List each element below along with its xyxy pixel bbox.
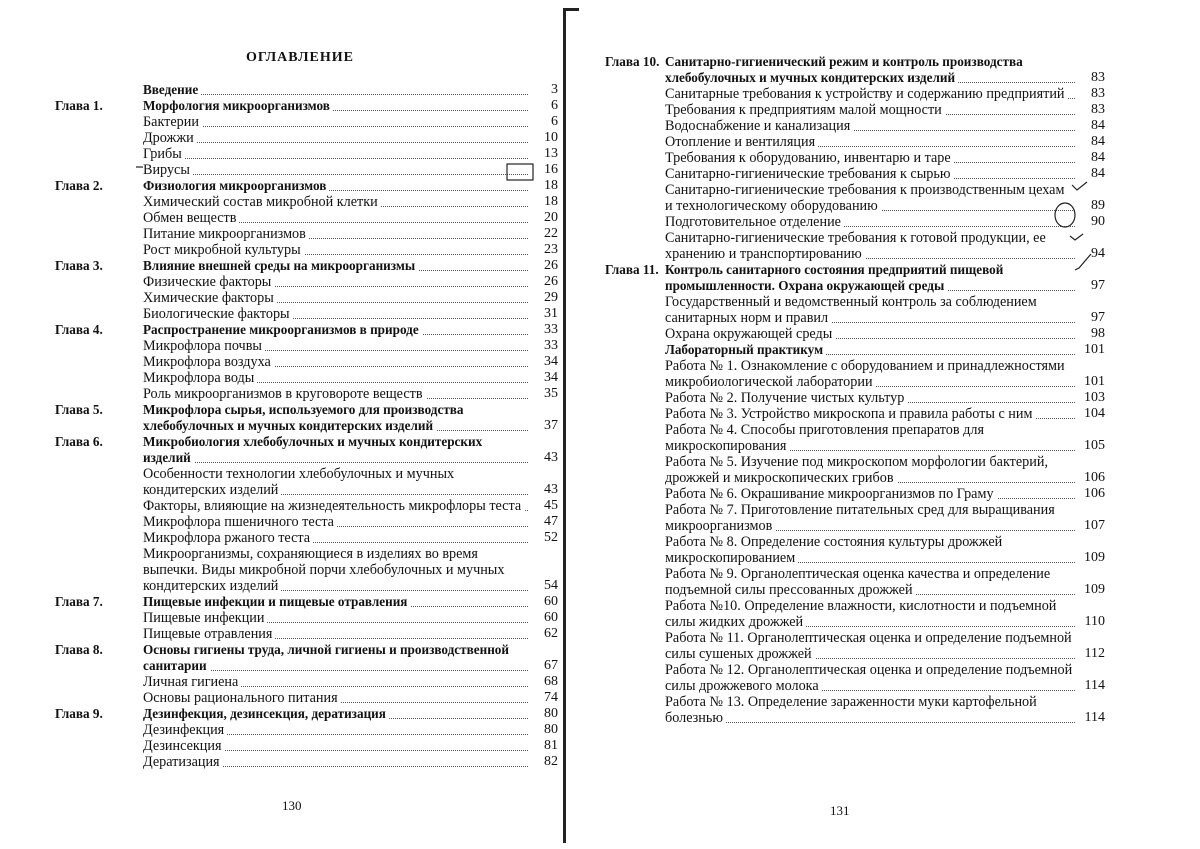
page-number: 33 xyxy=(530,322,558,338)
page-number: 18 xyxy=(530,194,558,210)
page-number: 82 xyxy=(530,754,558,770)
entry-title: Вирусы xyxy=(143,162,193,178)
toc-entry xyxy=(55,146,545,162)
toc-entry xyxy=(605,534,1075,566)
page-number: 80 xyxy=(530,722,558,738)
entry-title: Лабораторный практикум xyxy=(665,342,826,357)
entry-title: Отопление и вентиляция xyxy=(665,134,818,150)
left-page-number: 130 xyxy=(282,798,302,814)
page-number: 80 xyxy=(530,706,558,722)
entry-title: Дератизация xyxy=(143,754,223,770)
page-number: 94 xyxy=(1077,246,1105,262)
page-number: 109 xyxy=(1077,582,1105,598)
page-number: 60 xyxy=(530,610,558,626)
entry-title: Работа № 6. Окрашивание микроорганизмов по Граму xyxy=(665,486,997,502)
entry-title: Питание микроорганизмов xyxy=(143,226,309,242)
left-toc-list xyxy=(55,82,545,770)
toc-entry xyxy=(55,706,545,722)
page-number: 101 xyxy=(1077,342,1105,358)
entry-title: Контроль санитарного состояния предприятий пищевой промышленности. Охрана окружающей среды xyxy=(665,262,1003,293)
toc-entry xyxy=(605,134,1075,150)
toc-entry xyxy=(55,306,545,322)
entry-title: Охрана окружающей среды xyxy=(665,326,835,342)
page-number: 106 xyxy=(1077,486,1105,502)
toc-entry xyxy=(55,274,545,290)
toc-entry xyxy=(55,258,545,274)
entry-title: Пищевые инфекции и пищевые отравления xyxy=(143,594,410,609)
page-number: 68 xyxy=(530,674,558,690)
chapter-label: Глава 3. xyxy=(55,258,103,274)
toc-entry xyxy=(55,162,545,178)
toc-entry xyxy=(55,178,545,194)
page-number: 101 xyxy=(1077,374,1105,390)
toc-entry xyxy=(55,290,545,306)
entry-title: Санитарно-гигиенические требования к готовой продукции, ее хранению и транспортированию xyxy=(665,230,1046,262)
entry-title: Бактерии xyxy=(143,114,202,130)
chapter-label: Глава 6. xyxy=(55,434,103,450)
entry-title: Физиология микроорганизмов xyxy=(143,178,329,193)
page-number: 84 xyxy=(1077,134,1105,150)
page-number: 13 xyxy=(530,146,558,162)
dot-leader xyxy=(143,461,528,463)
dot-leader xyxy=(143,173,528,175)
page-number: 97 xyxy=(1077,278,1105,294)
toc-entry xyxy=(605,230,1075,262)
binding-line xyxy=(563,8,566,843)
page-number: 52 xyxy=(530,530,558,546)
page-number: 43 xyxy=(530,450,558,466)
toc-entry xyxy=(605,294,1075,326)
page-number: 6 xyxy=(530,98,558,114)
page-number: 84 xyxy=(1077,166,1105,182)
page-number: 34 xyxy=(530,370,558,386)
page-number: 110 xyxy=(1077,614,1105,630)
toc-entry xyxy=(605,54,1075,86)
page-number: 89 xyxy=(1077,198,1105,214)
toc-entry xyxy=(605,166,1075,182)
entry-title: Биологические факторы xyxy=(143,306,293,322)
page-number: 114 xyxy=(1077,678,1105,694)
toc-entry xyxy=(55,98,545,114)
page-number: 16 xyxy=(530,162,558,178)
entry-title: Основы рационального питания xyxy=(143,690,341,706)
entry-title: Работа № 1. Ознакомление с оборудованием и принадлежностями микробиологической лаборатории xyxy=(665,358,1065,390)
chapter-label: Глава 5. xyxy=(55,402,103,418)
entry-title: Дезинфекция, дезинсекция, дератизация xyxy=(143,706,389,721)
toc-entry xyxy=(55,370,545,386)
entry-title: Санитарно-гигиенический режим и контроль производства хлебобулочных и мучных кондитерских изделий xyxy=(665,54,1023,85)
page-number: 104 xyxy=(1077,406,1105,422)
page-number: 22 xyxy=(530,226,558,242)
page-number: 54 xyxy=(530,578,558,594)
page-number: 109 xyxy=(1077,550,1105,566)
page-number: 31 xyxy=(530,306,558,322)
page-number: 35 xyxy=(530,386,558,402)
page-number: 10 xyxy=(530,130,558,146)
entry-title: Особенности технологии хлебобулочных и мучных кондитерских изделий xyxy=(143,466,454,498)
entry-title: Работа № 13. Определение зараженности муки картофельной болезнью xyxy=(665,694,1037,726)
toc-entry xyxy=(605,502,1075,534)
dot-leader xyxy=(665,721,1075,723)
entry-title: Пищевые отравления xyxy=(143,626,275,642)
toc-entry xyxy=(55,594,545,610)
page-number: 83 xyxy=(1077,70,1105,86)
page-number: 37 xyxy=(530,418,558,434)
toc-entry xyxy=(55,674,545,690)
entry-title: Микрофлора ржаного теста xyxy=(143,530,313,546)
toc-entry xyxy=(55,82,545,98)
toc-entry xyxy=(605,422,1075,454)
page-number: 29 xyxy=(530,290,558,306)
page-number: 47 xyxy=(530,514,558,530)
page-number: 103 xyxy=(1077,390,1105,406)
page-number: 26 xyxy=(530,274,558,290)
page-number: 84 xyxy=(1077,150,1105,166)
toc-entry xyxy=(55,338,545,354)
entry-title: Микрофлора сырья, используемого для производства хлебобулочных и мучных кондитерских изделий xyxy=(143,402,464,433)
dot-leader xyxy=(143,157,528,159)
page-number: 6 xyxy=(530,114,558,130)
entry-title: Санитарно-гигиенические требования к производственным цехам и технологическому оборудованию xyxy=(665,182,1064,214)
toc-entry xyxy=(55,610,545,626)
entry-title: Работа № 3. Устройство микроскопа и правила работы с ним xyxy=(665,406,1035,422)
entry-title: Микрофлора воды xyxy=(143,370,257,386)
page-number: 67 xyxy=(530,658,558,674)
toc-entry xyxy=(55,354,545,370)
toc-entry xyxy=(605,662,1075,694)
toc-entry xyxy=(605,262,1075,294)
chapter-label: Глава 10. xyxy=(605,54,659,70)
entry-title: Дрожжи xyxy=(143,130,197,146)
entry-title: Работа №10. Определение влажности, кислотности и подъемной силы жидких дрожжей xyxy=(665,598,1056,630)
toc-entry xyxy=(55,722,545,738)
page-number: 84 xyxy=(1077,118,1105,134)
toc-entry xyxy=(55,402,545,434)
page-number: 90 xyxy=(1077,214,1105,230)
toc-entry xyxy=(605,150,1075,166)
toc-entry xyxy=(605,342,1075,358)
toc-entry xyxy=(55,242,545,258)
page-number: 62 xyxy=(530,626,558,642)
entry-title: Дезинфекция xyxy=(143,722,227,738)
entry-title: Личная гигиена xyxy=(143,674,241,690)
entry-title: Подготовительное отделение xyxy=(665,214,844,230)
toc-entry xyxy=(55,642,545,674)
page-number: 20 xyxy=(530,210,558,226)
dot-leader xyxy=(143,141,528,143)
toc-entry xyxy=(605,598,1075,630)
page-number: 60 xyxy=(530,594,558,610)
toc-entry xyxy=(55,514,545,530)
entry-title: Микробиология хлебобулочных и мучных кондитерских изделий xyxy=(143,434,482,465)
entry-title: Распространение микроорганизмов в природе xyxy=(143,322,422,337)
right-page-number: 131 xyxy=(830,803,850,819)
page-number: 18 xyxy=(530,178,558,194)
page-number: 3 xyxy=(530,82,558,98)
toc-entry xyxy=(605,630,1075,662)
toc-entry xyxy=(55,322,545,338)
entry-title: Работа № 9. Органолептическая оценка качества и определение подъемной силы прессованных дрожжей xyxy=(665,566,1050,598)
entry-title: Микрофлора почвы xyxy=(143,338,265,354)
toc-entry xyxy=(55,738,545,754)
entry-title: Дезинсекция xyxy=(143,738,224,754)
toc-entry xyxy=(605,390,1075,406)
page-number: 107 xyxy=(1077,518,1105,534)
toc-entry xyxy=(55,194,545,210)
entry-title: Санитарно-гигиенические требования к сырью xyxy=(665,166,953,182)
entry-title: Химические факторы xyxy=(143,290,277,306)
toc-entry xyxy=(605,694,1075,726)
toc-entry xyxy=(605,326,1075,342)
entry-title: Введение xyxy=(143,82,201,97)
page-number: 33 xyxy=(530,338,558,354)
entry-title: Рост микробной культуры xyxy=(143,242,304,258)
chapter-label: Глава 4. xyxy=(55,322,103,338)
right-toc-list xyxy=(605,54,1075,726)
toc-entry xyxy=(55,226,545,242)
entry-title: Работа № 2. Получение чистых культур xyxy=(665,390,907,406)
toc-entry xyxy=(605,102,1075,118)
page-number: 114 xyxy=(1077,710,1105,726)
chapter-label: Глава 11. xyxy=(605,262,659,278)
chapter-label: Глава 2. xyxy=(55,178,103,194)
entry-title: Требования к предприятиям малой мощности xyxy=(665,102,945,118)
page-number: 26 xyxy=(530,258,558,274)
toc-entry xyxy=(605,486,1075,502)
toc-entry xyxy=(55,386,545,402)
toc-entry xyxy=(605,406,1075,422)
page-number: 98 xyxy=(1077,326,1105,342)
page-number: 43 xyxy=(530,482,558,498)
entry-title: Работа № 5. Изучение под микроскопом морфологии бактерий, дрожжей и микроскопических грибов xyxy=(665,454,1048,486)
page-number: 34 xyxy=(530,354,558,370)
toc-entry xyxy=(55,434,545,466)
chapter-label: Глава 8. xyxy=(55,642,103,658)
entry-title: Работа № 12. Органолептическая оценка и определение подъемной силы дрожжевого молока xyxy=(665,662,1072,694)
page-number: 23 xyxy=(530,242,558,258)
chapter-label: Глава 1. xyxy=(55,98,103,114)
entry-title: Роль микроорганизмов в круговороте веществ xyxy=(143,386,426,402)
chapter-label: Глава 7. xyxy=(55,594,103,610)
page-number: 112 xyxy=(1077,646,1105,662)
entry-title: Обмен веществ xyxy=(143,210,239,226)
entry-title: Государственный и ведомственный контроль за соблюдением санитарных норм и правил xyxy=(665,294,1037,326)
entry-title: Требования к оборудованию, инвентарю и таре xyxy=(665,150,954,166)
toc-entry xyxy=(605,214,1075,230)
toc-entry xyxy=(605,566,1075,598)
entry-title: Факторы, влияющие на жизнедеятельность микрофлоры теста xyxy=(143,498,524,514)
entry-title: Работа № 7. Приготовление питательных сред для выращивания микроорганизмов xyxy=(665,502,1055,534)
toc-entry xyxy=(55,498,545,514)
entry-title: Работа № 11. Органолептическая оценка и определение подъемной силы сушеных дрожжей xyxy=(665,630,1072,662)
toc-entry xyxy=(605,454,1075,486)
toc-entry xyxy=(55,754,545,770)
entry-title: Физические факторы xyxy=(143,274,274,290)
page-number: 106 xyxy=(1077,470,1105,486)
toc-entry xyxy=(55,210,545,226)
page-number: 81 xyxy=(530,738,558,754)
entry-title: Морфология микроорганизмов xyxy=(143,98,333,113)
toc-entry xyxy=(55,466,545,498)
toc-entry xyxy=(55,690,545,706)
entry-title: Влияние внешней среды на микроорганизмы xyxy=(143,258,418,273)
entry-title: Работа № 8. Определение состояния культуры дрожжей микроскопированием xyxy=(665,534,1002,566)
toc-entry xyxy=(605,118,1075,134)
page-number: 83 xyxy=(1077,86,1105,102)
toc-title: ОГЛАВЛЕНИЕ xyxy=(55,50,545,66)
toc-entry xyxy=(605,358,1075,390)
toc-entry xyxy=(55,130,545,146)
entry-title: Микроорганизмы, сохраняющиеся в изделиях во время выпечки. Виды микробной порчи хлебобулочных и мучных кондитерских изделий xyxy=(143,546,504,594)
page-number: 74 xyxy=(530,690,558,706)
page-number: 45 xyxy=(530,498,558,514)
page-number: 97 xyxy=(1077,310,1105,326)
entry-title: Микрофлора воздуха xyxy=(143,354,274,370)
toc-entry xyxy=(55,530,545,546)
toc-entry xyxy=(55,546,545,594)
entry-title: Пищевые инфекции xyxy=(143,610,267,626)
chapter-label: Глава 9. xyxy=(55,706,103,722)
entry-title: Микрофлора пшеничного теста xyxy=(143,514,337,530)
page-number: 83 xyxy=(1077,102,1105,118)
entry-title: Санитарные требования к устройству и содержанию предприятий xyxy=(665,86,1068,102)
toc-entry xyxy=(605,86,1075,102)
toc-entry xyxy=(55,626,545,642)
entry-title: Водоснабжение и канализация xyxy=(665,118,853,134)
page-number: 105 xyxy=(1077,438,1105,454)
entry-title: Работа № 4. Способы приготовления препаратов для микроскопирования xyxy=(665,422,984,454)
binding-hook xyxy=(563,8,579,11)
entry-title: Химический состав микробной клетки xyxy=(143,194,381,210)
toc-entry xyxy=(605,182,1075,214)
entry-title: Основы гигиены труда, личной гигиены и производственной санитарии xyxy=(143,642,509,673)
toc-entry xyxy=(55,114,545,130)
entry-title: Грибы xyxy=(143,146,185,162)
